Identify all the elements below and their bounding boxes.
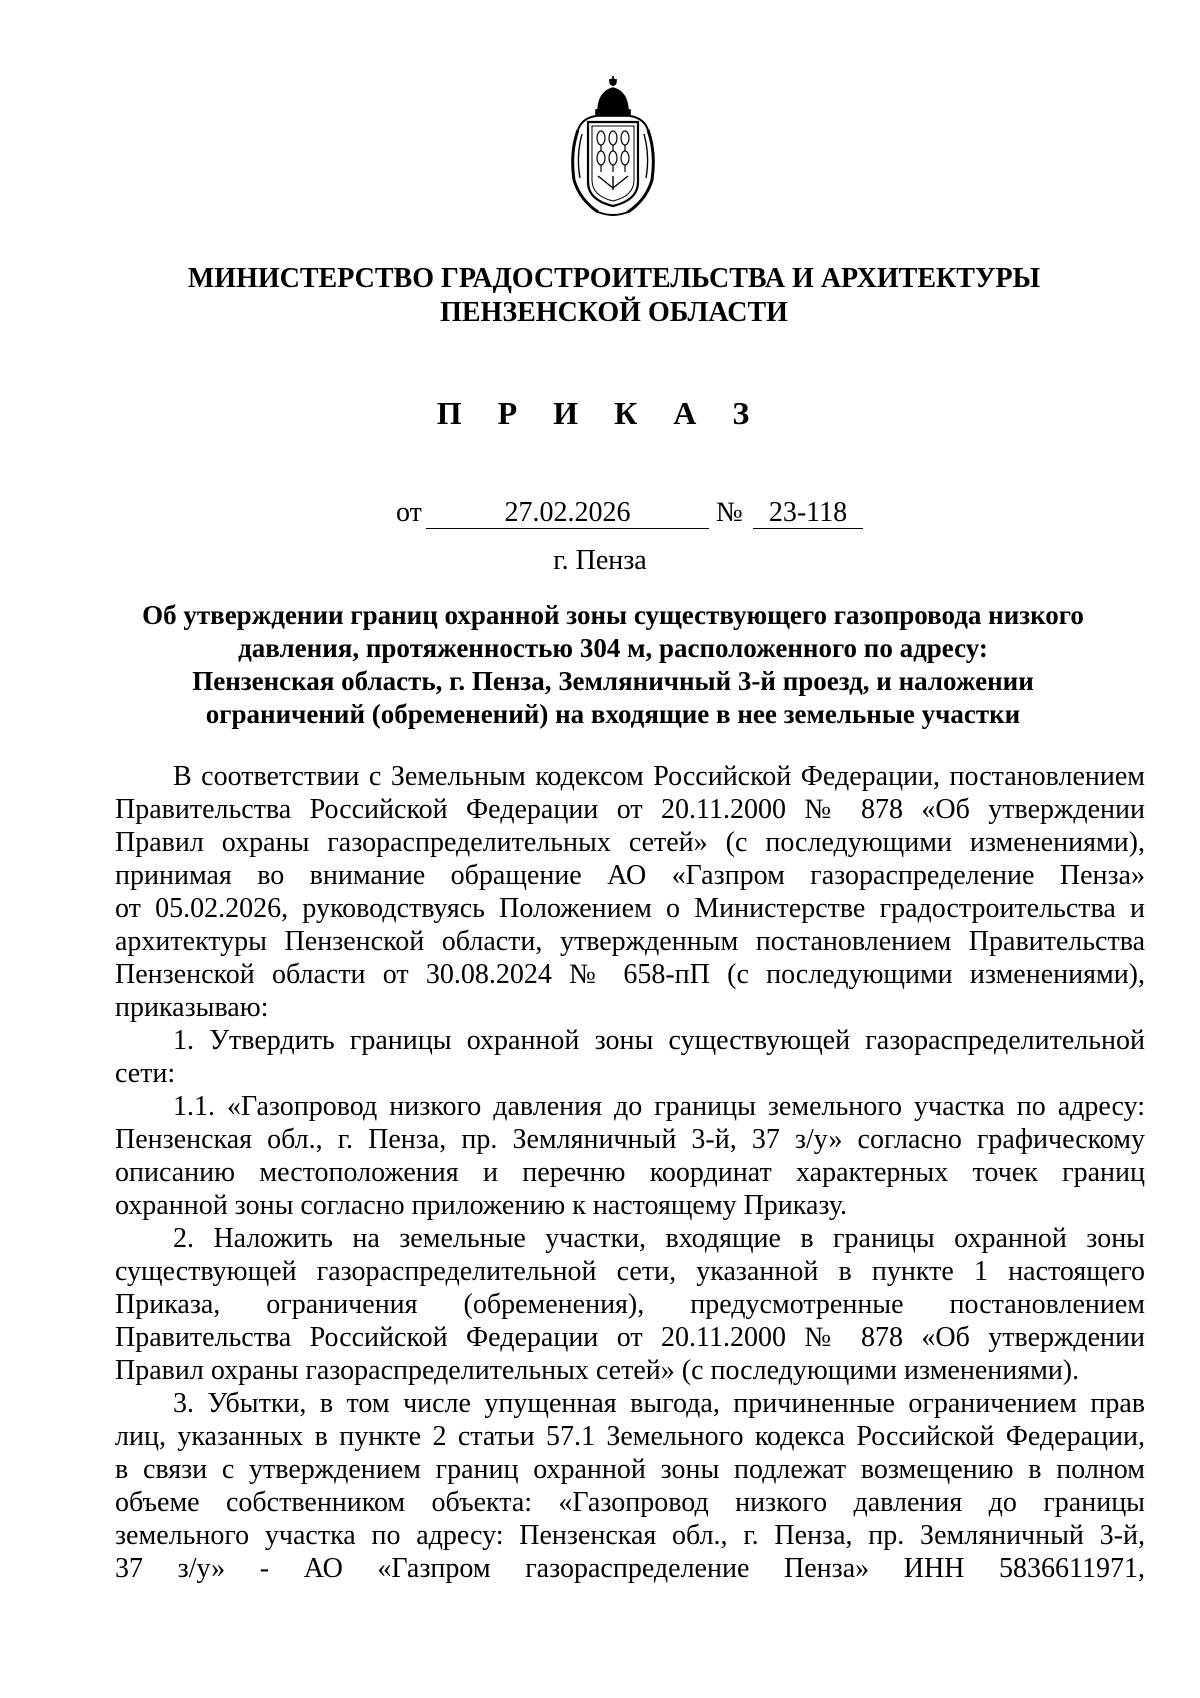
document-body: [115, 760, 1145, 1585]
body-line: 3. Убытки, в том числе упущенная выгода, причиненные ограничением прав: [173, 1388, 1145, 1419]
body-line: Пензенская обл., г. Пенза, пр. Земляничный 3-й, 37 з/у» согласно графическому: [115, 1124, 1145, 1155]
body-line: от 05.02.2026, руководствуясь Положением о Министерстве градостроительства и: [115, 893, 1145, 924]
body-line: Правительства Российской Федерации от 20.11.2000 № 878 «Об утверждении: [115, 794, 1145, 825]
document-number: 23-118: [753, 496, 863, 529]
body-line: Приказа, ограничения (обременения), предусмотренные постановлением: [115, 1289, 1145, 1320]
body-line: принимая во внимание обращение АО «Газпром газораспределение Пенза»: [115, 860, 1145, 891]
body-line: лиц, указанных в пункте 2 статьи 57.1 Земельного кодекса Российской Федерации,: [115, 1421, 1145, 1452]
body-line: описанию местоположения и перечню координат характерных точек границ: [115, 1157, 1145, 1188]
ministry-name: [120, 262, 1108, 330]
body-line: Правил охраны газораспределительных сетей» (с последующими изменениями),: [115, 827, 1145, 858]
date-label: от: [396, 497, 422, 528]
body-line: Пензенской области от 30.08.2024 № 658-пП (с последующими изменениями),: [115, 959, 1145, 990]
subject-line: Об утверждении границ охранной зоны существующего газопровода низкого: [142, 600, 1084, 630]
body-line: существующей газораспределительной сети, указанной в пункте 1 настоящего: [115, 1256, 1145, 1287]
number-label: №: [716, 497, 743, 528]
body-line: сети:: [115, 1058, 176, 1089]
body-line: приказываю:: [115, 992, 269, 1023]
body-line: 37 з/у» - АО «Газпром газораспределение Пенза» ИНН 5836611971,: [115, 1553, 1145, 1584]
document-type-title: П Р И К А З: [436, 395, 764, 431]
subject-line: ограничений (обременений) на входящие в нее земельные участки: [205, 699, 1021, 729]
body-line: архитектуры Пензенской области, утвержденным постановлением Правительства: [115, 926, 1145, 957]
body-line: 2. Наложить на земельные участки, входящие в границы охранной зоны: [173, 1223, 1145, 1254]
body-line: В соответствии с Земельным кодексом Российской Федерации, постановлением: [173, 761, 1145, 792]
document-date: 27.02.2026: [426, 496, 709, 529]
body-line: объеме собственником объекта: «Газопровод низкого давления до границы: [115, 1487, 1145, 1518]
body-line: Правил охраны газораспределительных сетей» (с последующими изменениями).: [115, 1355, 1080, 1386]
ministry-name-line: ПЕНЗЕНСКОЙ ОБЛАСТИ: [440, 297, 788, 328]
coat-of-arms-emblem: [568, 72, 658, 220]
ministry-name-line: МИНИСТЕРСТВО ГРАДОСТРОИТЕЛЬСТВА И АРХИТЕКТУРЫ: [187, 263, 1041, 294]
body-line: земельного участка по адресу: Пензенская обл., г. Пенза, пр. Земляничный 3-й,: [115, 1520, 1145, 1551]
city-name: г. Пенза: [553, 545, 647, 576]
body-line: в связи с утверждением границ охранной зоны подлежат возмещению в полном: [115, 1454, 1145, 1485]
body-line: Правительства Российской Федерации от 20.11.2000 № 878 «Об утверждении: [115, 1322, 1145, 1353]
body-line: охранной зоны согласно приложению к настоящему Приказу.: [115, 1190, 848, 1221]
subject-line: Пензенская область, г. Пенза, Земляничный 3-й проезд, и наложении: [192, 666, 1034, 696]
body-line: 1.1. «Газопровод низкого давления до границы земельного участка по адресу:: [173, 1091, 1145, 1122]
document-subject: [120, 599, 1106, 731]
body-line: 1. Утвердить границы охранной зоны существующей газораспределительной: [173, 1025, 1145, 1056]
subject-line: давления, протяженностью 304 м, расположенного по адресу:: [238, 633, 988, 663]
